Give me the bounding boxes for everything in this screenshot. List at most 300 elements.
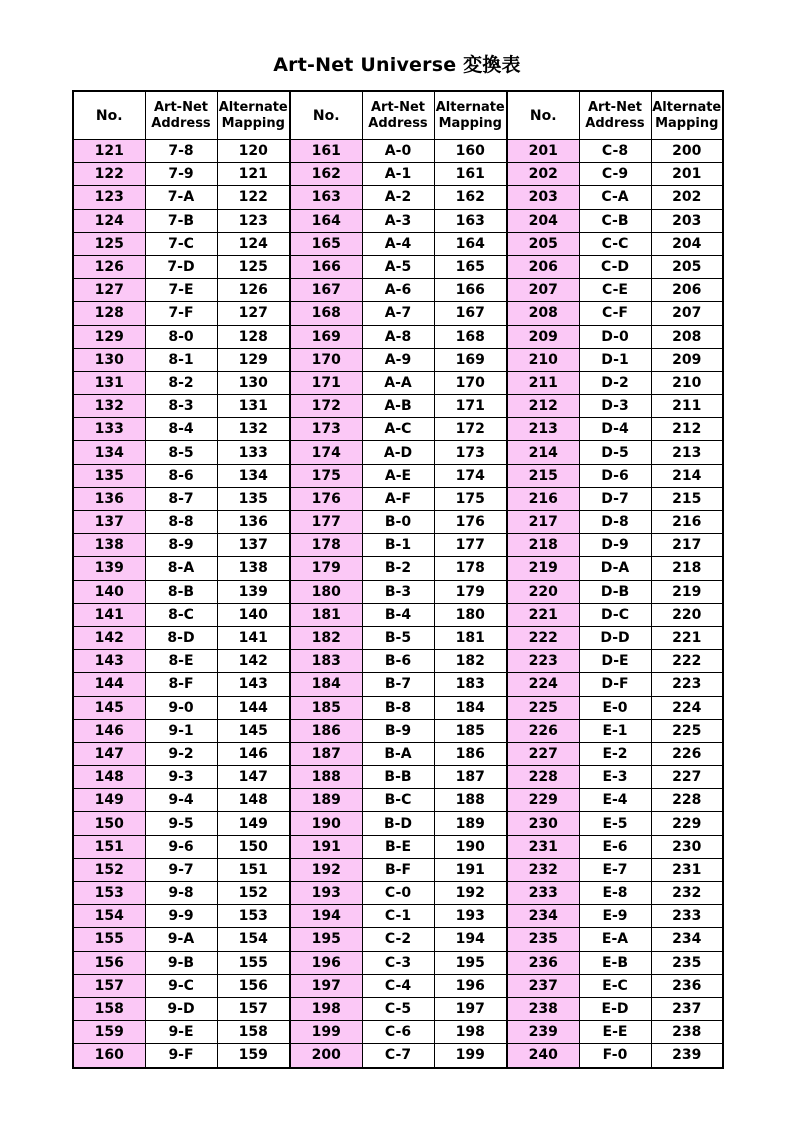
- artnet-address-cell: A-8: [362, 325, 434, 348]
- universe-number-cell: 220: [507, 580, 579, 603]
- alternate-mapping-cell: 181: [434, 626, 507, 649]
- alternate-mapping-cell: 210: [651, 371, 723, 394]
- universe-number-cell: 153: [73, 882, 145, 905]
- artnet-address-cell: 8-9: [145, 534, 217, 557]
- artnet-address-cell: 8-2: [145, 371, 217, 394]
- header-artnet-address: Art-Net Address: [145, 91, 217, 140]
- universe-number-cell: 232: [507, 858, 579, 881]
- alternate-mapping-cell: 186: [434, 742, 507, 765]
- universe-number-cell: 167: [290, 279, 362, 302]
- universe-number-cell: 217: [507, 511, 579, 534]
- alternate-mapping-cell: 172: [434, 418, 507, 441]
- universe-number-cell: 214: [507, 441, 579, 464]
- universe-number-cell: 137: [73, 511, 145, 534]
- header-no: No.: [507, 91, 579, 140]
- alternate-mapping-cell: 191: [434, 858, 507, 881]
- artnet-address-cell: 7-F: [145, 302, 217, 325]
- artnet-address-cell: A-3: [362, 209, 434, 232]
- universe-number-cell: 207: [507, 279, 579, 302]
- alternate-mapping-cell: 173: [434, 441, 507, 464]
- artnet-address-cell: B-0: [362, 511, 434, 534]
- universe-number-cell: 226: [507, 719, 579, 742]
- alternate-mapping-cell: 125: [217, 255, 290, 278]
- artnet-address-cell: 8-D: [145, 626, 217, 649]
- alternate-mapping-cell: 133: [217, 441, 290, 464]
- artnet-address-cell: E-C: [579, 974, 651, 997]
- table-row: [73, 696, 723, 719]
- universe-number-cell: 229: [507, 789, 579, 812]
- table-row: [73, 209, 723, 232]
- universe-number-cell: 221: [507, 603, 579, 626]
- alternate-mapping-cell: 140: [217, 603, 290, 626]
- alternate-mapping-cell: 238: [651, 1021, 723, 1044]
- alternate-mapping-cell: 227: [651, 766, 723, 789]
- alternate-mapping-cell: 217: [651, 534, 723, 557]
- artnet-address-cell: 9-B: [145, 951, 217, 974]
- artnet-address-cell: D-9: [579, 534, 651, 557]
- universe-number-cell: 156: [73, 951, 145, 974]
- alternate-mapping-cell: 228: [651, 789, 723, 812]
- alternate-mapping-cell: 195: [434, 951, 507, 974]
- table-row: [73, 951, 723, 974]
- alternate-mapping-cell: 189: [434, 812, 507, 835]
- artnet-address-cell: D-0: [579, 325, 651, 348]
- artnet-address-cell: D-D: [579, 626, 651, 649]
- universe-number-cell: 135: [73, 464, 145, 487]
- universe-number-cell: 125: [73, 232, 145, 255]
- artnet-address-cell: C-B: [579, 209, 651, 232]
- alternate-mapping-cell: 154: [217, 928, 290, 951]
- universe-number-cell: 190: [290, 812, 362, 835]
- table-row: [73, 626, 723, 649]
- alternate-mapping-cell: 168: [434, 325, 507, 348]
- table-row: [73, 348, 723, 371]
- universe-number-cell: 213: [507, 418, 579, 441]
- alternate-mapping-cell: 236: [651, 974, 723, 997]
- universe-number-cell: 211: [507, 371, 579, 394]
- artnet-address-cell: C-7: [362, 1044, 434, 1068]
- artnet-address-cell: 9-A: [145, 928, 217, 951]
- universe-number-cell: 186: [290, 719, 362, 742]
- alternate-mapping-cell: 128: [217, 325, 290, 348]
- artnet-address-cell: 9-0: [145, 696, 217, 719]
- universe-number-cell: 178: [290, 534, 362, 557]
- artnet-address-cell: D-4: [579, 418, 651, 441]
- universe-number-cell: 237: [507, 974, 579, 997]
- artnet-address-cell: E-A: [579, 928, 651, 951]
- artnet-address-cell: 9-2: [145, 742, 217, 765]
- artnet-address-cell: 8-3: [145, 395, 217, 418]
- universe-number-cell: 140: [73, 580, 145, 603]
- universe-number-cell: 176: [290, 487, 362, 510]
- alternate-mapping-cell: 169: [434, 348, 507, 371]
- table-row: [73, 835, 723, 858]
- artnet-address-cell: 7-9: [145, 163, 217, 186]
- alternate-mapping-cell: 158: [217, 1021, 290, 1044]
- universe-number-cell: 216: [507, 487, 579, 510]
- universe-number-cell: 148: [73, 766, 145, 789]
- artnet-address-cell: 7-8: [145, 140, 217, 163]
- universe-number-cell: 202: [507, 163, 579, 186]
- artnet-address-cell: D-C: [579, 603, 651, 626]
- universe-number-cell: 180: [290, 580, 362, 603]
- artnet-address-cell: E-B: [579, 951, 651, 974]
- alternate-mapping-cell: 209: [651, 348, 723, 371]
- alternate-mapping-cell: 192: [434, 882, 507, 905]
- alternate-mapping-cell: 239: [651, 1044, 723, 1068]
- universe-number-cell: 162: [290, 163, 362, 186]
- artnet-address-cell: A-A: [362, 371, 434, 394]
- alternate-mapping-cell: 161: [434, 163, 507, 186]
- universe-number-cell: 175: [290, 464, 362, 487]
- universe-number-cell: 235: [507, 928, 579, 951]
- artnet-address-cell: E-2: [579, 742, 651, 765]
- alternate-mapping-cell: 233: [651, 905, 723, 928]
- alternate-mapping-cell: 123: [217, 209, 290, 232]
- universe-number-cell: 191: [290, 835, 362, 858]
- artnet-address-cell: 8-1: [145, 348, 217, 371]
- page-title: Art-Net Universe 変換表: [273, 54, 521, 76]
- alternate-mapping-cell: 124: [217, 232, 290, 255]
- universe-number-cell: 209: [507, 325, 579, 348]
- alternate-mapping-cell: 207: [651, 302, 723, 325]
- universe-number-cell: 225: [507, 696, 579, 719]
- artnet-address-cell: 7-D: [145, 255, 217, 278]
- artnet-address-cell: A-1: [362, 163, 434, 186]
- universe-number-cell: 204: [507, 209, 579, 232]
- table-row: [73, 464, 723, 487]
- universe-number-cell: 143: [73, 650, 145, 673]
- alternate-mapping-cell: 163: [434, 209, 507, 232]
- artnet-address-cell: C-A: [579, 186, 651, 209]
- universe-number-cell: 134: [73, 441, 145, 464]
- table-row: [73, 418, 723, 441]
- table-row: [73, 163, 723, 186]
- artnet-address-cell: 9-7: [145, 858, 217, 881]
- artnet-address-cell: A-4: [362, 232, 434, 255]
- universe-number-cell: 136: [73, 487, 145, 510]
- alternate-mapping-cell: 223: [651, 673, 723, 696]
- universe-number-cell: 179: [290, 557, 362, 580]
- universe-number-cell: 166: [290, 255, 362, 278]
- universe-number-cell: 164: [290, 209, 362, 232]
- artnet-address-cell: A-7: [362, 302, 434, 325]
- table-row: [73, 1021, 723, 1044]
- alternate-mapping-cell: 157: [217, 997, 290, 1020]
- universe-number-cell: 124: [73, 209, 145, 232]
- alternate-mapping-cell: 165: [434, 255, 507, 278]
- universe-number-cell: 233: [507, 882, 579, 905]
- table-row: [73, 858, 723, 881]
- table-row: [73, 742, 723, 765]
- alternate-mapping-cell: 218: [651, 557, 723, 580]
- alternate-mapping-cell: 230: [651, 835, 723, 858]
- alternate-mapping-cell: 234: [651, 928, 723, 951]
- alternate-mapping-cell: 136: [217, 511, 290, 534]
- alternate-mapping-cell: 232: [651, 882, 723, 905]
- alternate-mapping-cell: 174: [434, 464, 507, 487]
- universe-number-cell: 131: [73, 371, 145, 394]
- table-row: [73, 255, 723, 278]
- artnet-address-cell: B-E: [362, 835, 434, 858]
- artnet-address-cell: 7-E: [145, 279, 217, 302]
- artnet-address-cell: A-2: [362, 186, 434, 209]
- header-alternate-mapping: Alternate Mapping: [434, 91, 507, 140]
- artnet-address-cell: 9-6: [145, 835, 217, 858]
- artnet-address-cell: 8-0: [145, 325, 217, 348]
- universe-number-cell: 183: [290, 650, 362, 673]
- universe-number-cell: 239: [507, 1021, 579, 1044]
- alternate-mapping-cell: 178: [434, 557, 507, 580]
- universe-number-cell: 234: [507, 905, 579, 928]
- universe-number-cell: 127: [73, 279, 145, 302]
- artnet-address-cell: C-E: [579, 279, 651, 302]
- table-row: [73, 557, 723, 580]
- artnet-address-cell: B-A: [362, 742, 434, 765]
- alternate-mapping-cell: 199: [434, 1044, 507, 1068]
- alternate-mapping-cell: 221: [651, 626, 723, 649]
- artnet-address-cell: B-3: [362, 580, 434, 603]
- artnet-address-cell: 7-C: [145, 232, 217, 255]
- alternate-mapping-cell: 159: [217, 1044, 290, 1068]
- artnet-address-cell: A-C: [362, 418, 434, 441]
- universe-conversion-table: [72, 90, 724, 1069]
- header-alternate-mapping: Alternate Mapping: [651, 91, 723, 140]
- table-row: [73, 302, 723, 325]
- alternate-mapping-cell: 148: [217, 789, 290, 812]
- alternate-mapping-cell: 204: [651, 232, 723, 255]
- artnet-address-cell: B-1: [362, 534, 434, 557]
- alternate-mapping-cell: 225: [651, 719, 723, 742]
- artnet-address-cell: D-B: [579, 580, 651, 603]
- table-row: [73, 395, 723, 418]
- alternate-mapping-cell: 121: [217, 163, 290, 186]
- alternate-mapping-cell: 153: [217, 905, 290, 928]
- universe-number-cell: 231: [507, 835, 579, 858]
- artnet-address-cell: E-E: [579, 1021, 651, 1044]
- artnet-address-cell: C-4: [362, 974, 434, 997]
- artnet-address-cell: B-6: [362, 650, 434, 673]
- alternate-mapping-cell: 134: [217, 464, 290, 487]
- artnet-address-cell: 9-8: [145, 882, 217, 905]
- alternate-mapping-cell: 144: [217, 696, 290, 719]
- table-row: [73, 534, 723, 557]
- universe-number-cell: 224: [507, 673, 579, 696]
- artnet-address-cell: B-7: [362, 673, 434, 696]
- alternate-mapping-cell: 201: [651, 163, 723, 186]
- artnet-address-cell: 8-C: [145, 603, 217, 626]
- artnet-address-cell: 7-A: [145, 186, 217, 209]
- universe-number-cell: 240: [507, 1044, 579, 1068]
- alternate-mapping-cell: 190: [434, 835, 507, 858]
- artnet-address-cell: A-B: [362, 395, 434, 418]
- alternate-mapping-cell: 147: [217, 766, 290, 789]
- artnet-address-cell: B-B: [362, 766, 434, 789]
- artnet-address-cell: 8-5: [145, 441, 217, 464]
- artnet-address-cell: A-D: [362, 441, 434, 464]
- universe-number-cell: 132: [73, 395, 145, 418]
- alternate-mapping-cell: 193: [434, 905, 507, 928]
- artnet-address-cell: A-6: [362, 279, 434, 302]
- artnet-address-cell: B-8: [362, 696, 434, 719]
- alternate-mapping-cell: 129: [217, 348, 290, 371]
- alternate-mapping-cell: 143: [217, 673, 290, 696]
- universe-number-cell: 203: [507, 186, 579, 209]
- universe-number-cell: 197: [290, 974, 362, 997]
- artnet-address-cell: B-5: [362, 626, 434, 649]
- alternate-mapping-cell: 160: [434, 140, 507, 163]
- universe-number-cell: 150: [73, 812, 145, 835]
- alternate-mapping-cell: 206: [651, 279, 723, 302]
- universe-number-cell: 170: [290, 348, 362, 371]
- universe-number-cell: 152: [73, 858, 145, 881]
- alternate-mapping-cell: 142: [217, 650, 290, 673]
- alternate-mapping-cell: 231: [651, 858, 723, 881]
- alternate-mapping-cell: 135: [217, 487, 290, 510]
- universe-number-cell: 187: [290, 742, 362, 765]
- artnet-address-cell: E-D: [579, 997, 651, 1020]
- artnet-address-cell: D-5: [579, 441, 651, 464]
- artnet-address-cell: 8-A: [145, 557, 217, 580]
- universe-number-cell: 228: [507, 766, 579, 789]
- universe-number-cell: 181: [290, 603, 362, 626]
- universe-number-cell: 147: [73, 742, 145, 765]
- alternate-mapping-cell: 122: [217, 186, 290, 209]
- universe-number-cell: 144: [73, 673, 145, 696]
- universe-number-cell: 201: [507, 140, 579, 163]
- alternate-mapping-cell: 182: [434, 650, 507, 673]
- artnet-address-cell: B-C: [362, 789, 434, 812]
- universe-number-cell: 146: [73, 719, 145, 742]
- alternate-mapping-cell: 180: [434, 603, 507, 626]
- alternate-mapping-cell: 141: [217, 626, 290, 649]
- alternate-mapping-cell: 198: [434, 1021, 507, 1044]
- universe-number-cell: 142: [73, 626, 145, 649]
- alternate-mapping-cell: 132: [217, 418, 290, 441]
- artnet-address-cell: D-2: [579, 371, 651, 394]
- alternate-mapping-cell: 202: [651, 186, 723, 209]
- universe-number-cell: 188: [290, 766, 362, 789]
- universe-number-cell: 138: [73, 534, 145, 557]
- artnet-address-cell: E-0: [579, 696, 651, 719]
- universe-number-cell: 218: [507, 534, 579, 557]
- alternate-mapping-cell: 211: [651, 395, 723, 418]
- universe-number-cell: 173: [290, 418, 362, 441]
- alternate-mapping-cell: 215: [651, 487, 723, 510]
- alternate-mapping-cell: 226: [651, 742, 723, 765]
- universe-number-cell: 184: [290, 673, 362, 696]
- universe-number-cell: 223: [507, 650, 579, 673]
- alternate-mapping-cell: 152: [217, 882, 290, 905]
- artnet-address-cell: 9-E: [145, 1021, 217, 1044]
- alternate-mapping-cell: 146: [217, 742, 290, 765]
- artnet-address-cell: C-1: [362, 905, 434, 928]
- alternate-mapping-cell: 126: [217, 279, 290, 302]
- universe-number-cell: 139: [73, 557, 145, 580]
- alternate-mapping-cell: 175: [434, 487, 507, 510]
- table-row: [73, 186, 723, 209]
- artnet-address-cell: 8-F: [145, 673, 217, 696]
- universe-number-cell: 230: [507, 812, 579, 835]
- universe-number-cell: 208: [507, 302, 579, 325]
- artnet-address-cell: B-4: [362, 603, 434, 626]
- table-row: [73, 882, 723, 905]
- table-row: [73, 650, 723, 673]
- alternate-mapping-cell: 222: [651, 650, 723, 673]
- table-body: [73, 140, 723, 1068]
- universe-number-cell: 185: [290, 696, 362, 719]
- universe-number-cell: 168: [290, 302, 362, 325]
- alternate-mapping-cell: 188: [434, 789, 507, 812]
- artnet-address-cell: D-1: [579, 348, 651, 371]
- universe-number-cell: 171: [290, 371, 362, 394]
- alternate-mapping-cell: 162: [434, 186, 507, 209]
- artnet-address-cell: D-A: [579, 557, 651, 580]
- table-row: [73, 371, 723, 394]
- universe-number-cell: 163: [290, 186, 362, 209]
- universe-number-cell: 206: [507, 255, 579, 278]
- table-row: [73, 580, 723, 603]
- universe-number-cell: 165: [290, 232, 362, 255]
- table-row: [73, 997, 723, 1020]
- artnet-address-cell: E-5: [579, 812, 651, 835]
- universe-number-cell: 158: [73, 997, 145, 1020]
- table-row: [73, 1044, 723, 1068]
- artnet-address-cell: 9-C: [145, 974, 217, 997]
- universe-number-cell: 182: [290, 626, 362, 649]
- artnet-address-cell: B-D: [362, 812, 434, 835]
- alternate-mapping-cell: 219: [651, 580, 723, 603]
- header-artnet-address: Art-Net Address: [362, 91, 434, 140]
- artnet-address-cell: 7-B: [145, 209, 217, 232]
- alternate-mapping-cell: 164: [434, 232, 507, 255]
- artnet-address-cell: D-6: [579, 464, 651, 487]
- artnet-address-cell: 9-5: [145, 812, 217, 835]
- table-row: [73, 789, 723, 812]
- universe-number-cell: 174: [290, 441, 362, 464]
- alternate-mapping-cell: 197: [434, 997, 507, 1020]
- artnet-address-cell: 9-F: [145, 1044, 217, 1068]
- alternate-mapping-cell: 150: [217, 835, 290, 858]
- table-row: [73, 928, 723, 951]
- universe-number-cell: 222: [507, 626, 579, 649]
- alternate-mapping-cell: 127: [217, 302, 290, 325]
- header-no: No.: [73, 91, 145, 140]
- universe-number-cell: 155: [73, 928, 145, 951]
- alternate-mapping-cell: 130: [217, 371, 290, 394]
- artnet-address-cell: A-F: [362, 487, 434, 510]
- artnet-address-cell: B-2: [362, 557, 434, 580]
- universe-number-cell: 194: [290, 905, 362, 928]
- artnet-address-cell: 8-E: [145, 650, 217, 673]
- alternate-mapping-cell: 194: [434, 928, 507, 951]
- artnet-address-cell: 9-4: [145, 789, 217, 812]
- table-row: [73, 905, 723, 928]
- alternate-mapping-cell: 177: [434, 534, 507, 557]
- header-artnet-address: Art-Net Address: [579, 91, 651, 140]
- artnet-address-cell: 9-D: [145, 997, 217, 1020]
- universe-number-cell: 196: [290, 951, 362, 974]
- alternate-mapping-cell: 137: [217, 534, 290, 557]
- table-row: [73, 232, 723, 255]
- artnet-address-cell: A-5: [362, 255, 434, 278]
- table-row: [73, 140, 723, 163]
- alternate-mapping-cell: 196: [434, 974, 507, 997]
- alternate-mapping-cell: 208: [651, 325, 723, 348]
- universe-number-cell: 236: [507, 951, 579, 974]
- artnet-address-cell: C-6: [362, 1021, 434, 1044]
- universe-number-cell: 129: [73, 325, 145, 348]
